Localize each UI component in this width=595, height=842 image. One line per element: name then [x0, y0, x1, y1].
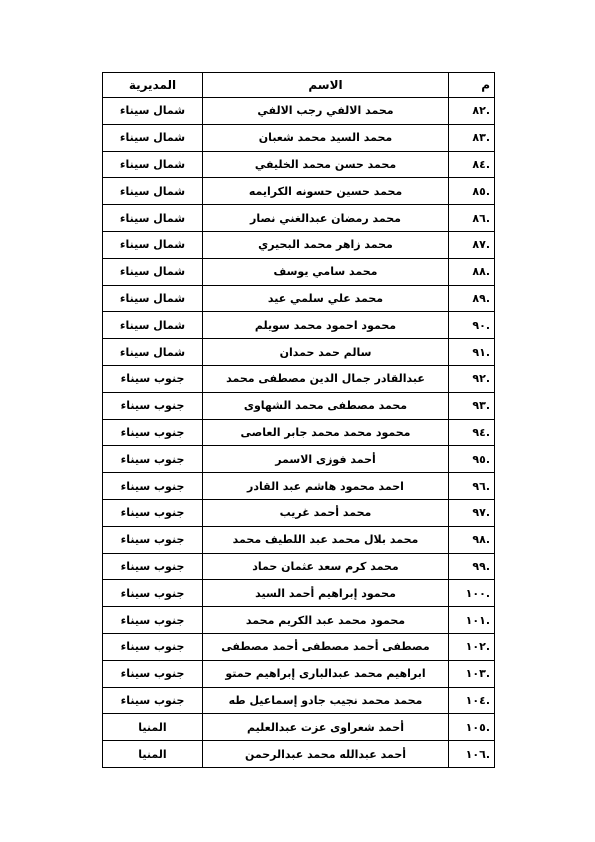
row-directorate: جنوب سيناء	[103, 419, 203, 446]
row-number: .١٠١	[449, 607, 495, 634]
row-name: محمد السيد محمد شعبان	[203, 124, 449, 151]
row-name: محمود احمود محمد سويلم	[203, 312, 449, 339]
row-name: محمد رمضان عبدالغني نصار	[203, 205, 449, 232]
row-number: .١٠٣	[449, 660, 495, 687]
table-row	[103, 98, 495, 125]
row-name: محمد بلال محمد عبد اللطيف محمد	[203, 526, 449, 553]
table-row	[103, 312, 495, 339]
row-name: محمود محمد محمد جابر العاصى	[203, 419, 449, 446]
row-name: عبدالقادر جمال الدين مصطفى محمد	[203, 365, 449, 392]
table-row	[103, 660, 495, 687]
row-number: .٨٢	[449, 98, 495, 125]
row-number: .٨٣	[449, 124, 495, 151]
row-number: .١٠٠	[449, 580, 495, 607]
table-row	[103, 553, 495, 580]
table-row	[103, 392, 495, 419]
row-name: محمد مصطفى محمد الشهاوى	[203, 392, 449, 419]
table-row	[103, 607, 495, 634]
table-row	[103, 687, 495, 714]
row-name: أحمد شعراوى عزت عبدالعليم	[203, 714, 449, 741]
row-directorate: جنوب سيناء	[103, 687, 203, 714]
table-row	[103, 178, 495, 205]
row-number: .٩٨	[449, 526, 495, 553]
row-directorate: شمال سيناء	[103, 151, 203, 178]
table-row	[103, 419, 495, 446]
table-row	[103, 285, 495, 312]
row-name: محمد محمد نجيب جادو إسماعيل طه	[203, 687, 449, 714]
row-name: محمد حسين حسونه الكرايمه	[203, 178, 449, 205]
row-name: محمد الالفي رجب الالفي	[203, 98, 449, 125]
row-directorate: شمال سيناء	[103, 205, 203, 232]
row-directorate: جنوب سيناء	[103, 580, 203, 607]
row-directorate: جنوب سيناء	[103, 473, 203, 500]
row-number: .٩١	[449, 339, 495, 366]
header-number: م	[449, 73, 495, 98]
table-row	[103, 446, 495, 473]
row-directorate: شمال سيناء	[103, 124, 203, 151]
row-name: محمد كرم سعد عثمان حماد	[203, 553, 449, 580]
table-row	[103, 741, 495, 768]
row-directorate: جنوب سيناء	[103, 660, 203, 687]
row-directorate: شمال سيناء	[103, 339, 203, 366]
row-name: محمود محمد عبد الكريم محمد	[203, 607, 449, 634]
row-directorate: شمال سيناء	[103, 231, 203, 258]
row-name: احمد محمود هاشم عبد القادر	[203, 473, 449, 500]
row-number: .١٠٢	[449, 633, 495, 660]
row-directorate: المنيا	[103, 741, 203, 768]
row-number: .٨٦	[449, 205, 495, 232]
row-name: أحمد فوزى الاسمر	[203, 446, 449, 473]
table-row	[103, 580, 495, 607]
header-directorate: المديرية	[103, 73, 203, 98]
row-number: .٨٥	[449, 178, 495, 205]
row-directorate: شمال سيناء	[103, 258, 203, 285]
row-number: .٩٣	[449, 392, 495, 419]
table-row	[103, 365, 495, 392]
table-row	[103, 339, 495, 366]
table-row	[103, 151, 495, 178]
row-number: .٨٤	[449, 151, 495, 178]
row-name: محمود إبراهيم أحمد السيد	[203, 580, 449, 607]
table-row	[103, 714, 495, 741]
row-name: محمد زاهر محمد البحيري	[203, 231, 449, 258]
row-directorate: شمال سيناء	[103, 312, 203, 339]
row-number: .١٠٥	[449, 714, 495, 741]
row-directorate: شمال سيناء	[103, 178, 203, 205]
row-name: ابراهيم محمد عبدالبارى إبراهيم حمتو	[203, 660, 449, 687]
table-row	[103, 124, 495, 151]
row-number: .٩٢	[449, 365, 495, 392]
row-directorate: المنيا	[103, 714, 203, 741]
row-directorate: جنوب سيناء	[103, 607, 203, 634]
row-number: .٩٤	[449, 419, 495, 446]
row-number: .٨٨	[449, 258, 495, 285]
header-row	[103, 73, 495, 98]
row-number: .٩٥	[449, 446, 495, 473]
row-number: .٩٩	[449, 553, 495, 580]
row-number: .١٠٦	[449, 741, 495, 768]
row-name: مصطفى أحمد مصطفى أحمد مصطفى	[203, 633, 449, 660]
row-directorate: جنوب سيناء	[103, 553, 203, 580]
row-directorate: شمال سيناء	[103, 285, 203, 312]
table-row	[103, 473, 495, 500]
table-header	[103, 73, 495, 98]
row-number: .٨٧	[449, 231, 495, 258]
names-table	[102, 72, 495, 768]
row-name: محمد سامي يوسف	[203, 258, 449, 285]
row-directorate: جنوب سيناء	[103, 526, 203, 553]
row-name: أحمد عبدالله محمد عبدالرحمن	[203, 741, 449, 768]
row-directorate: شمال سيناء	[103, 98, 203, 125]
row-number: .٨٩	[449, 285, 495, 312]
row-name: محمد علي سلمي عيد	[203, 285, 449, 312]
row-number: .٩٦	[449, 473, 495, 500]
table-row	[103, 258, 495, 285]
row-directorate: جنوب سيناء	[103, 633, 203, 660]
row-name: محمد أحمد غريب	[203, 499, 449, 526]
table-body	[103, 98, 495, 768]
row-directorate: جنوب سيناء	[103, 446, 203, 473]
row-directorate: جنوب سيناء	[103, 392, 203, 419]
row-name: سالم حمد حمدان	[203, 339, 449, 366]
row-number: .٩٧	[449, 499, 495, 526]
header-name: الاسم	[203, 73, 449, 98]
row-directorate: جنوب سيناء	[103, 499, 203, 526]
table-row	[103, 205, 495, 232]
row-number: .٩٠	[449, 312, 495, 339]
table-row	[103, 526, 495, 553]
row-number: .١٠٤	[449, 687, 495, 714]
row-name: محمد حسن محمد الخليفي	[203, 151, 449, 178]
row-directorate: جنوب سيناء	[103, 365, 203, 392]
table-row	[103, 633, 495, 660]
table-row	[103, 231, 495, 258]
table-row	[103, 499, 495, 526]
